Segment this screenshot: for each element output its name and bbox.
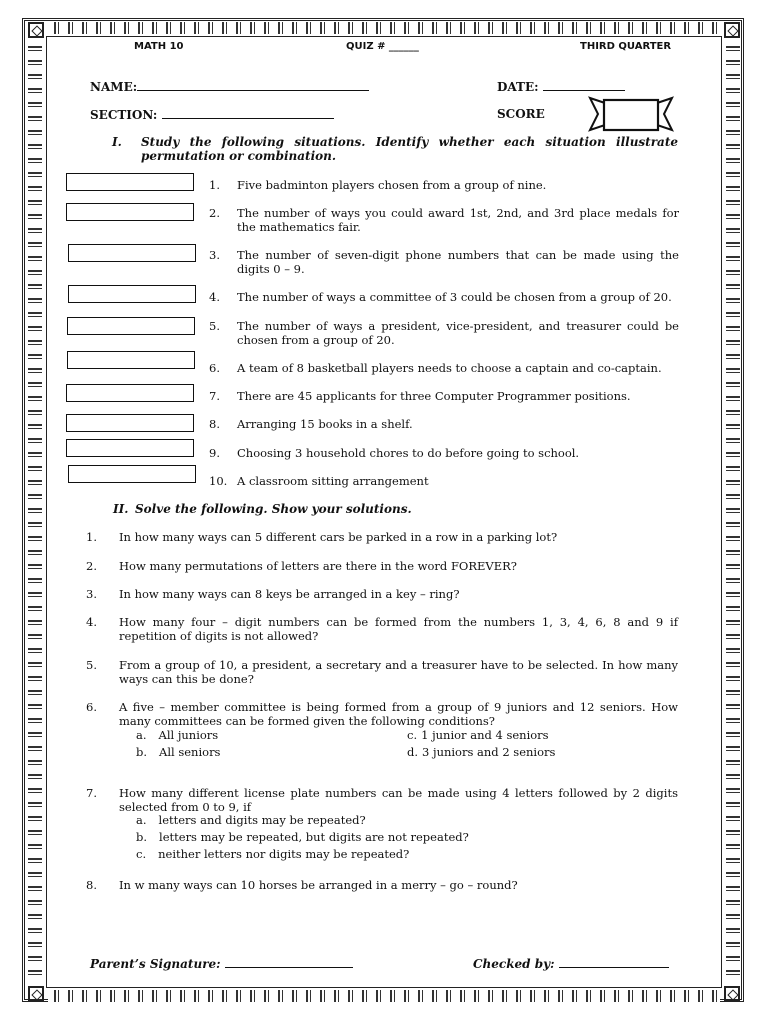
answer-box[interactable] [68, 465, 196, 483]
section-label: SECTION: [90, 108, 158, 122]
q6-option-b: b. All seniors [136, 745, 221, 759]
date-field[interactable] [497, 79, 625, 94]
q7-option-a: a. letters and digits may be repeated? [136, 813, 366, 827]
score-label: SCORE [497, 107, 545, 121]
quarter-label: THIRD QUARTER [580, 41, 672, 52]
parent-signature-label: Parent’s Signature: [90, 957, 221, 971]
checked-by-blank[interactable] [559, 956, 669, 968]
part2-numeral: II. [113, 502, 129, 516]
section-blank[interactable] [162, 107, 334, 119]
name-blank[interactable] [137, 79, 369, 91]
q6-option-a: a. All juniors [136, 728, 219, 742]
answer-box[interactable] [66, 203, 194, 221]
section-field[interactable] [90, 107, 334, 122]
border-pattern-bottom [48, 990, 720, 1002]
part1-numeral: I. [112, 135, 122, 149]
corner-ornament [28, 986, 44, 1002]
score-banner-icon [588, 94, 674, 136]
part1-instruction: Study the following situations. Identify whether each situation illustrate permutation or combination. [141, 135, 678, 163]
q6-option-d: d. 3 juniors and 2 seniors [407, 745, 556, 759]
answer-box[interactable] [66, 439, 194, 457]
name-field[interactable] [90, 79, 369, 94]
parent-signature-blank[interactable] [225, 956, 353, 968]
answer-box[interactable] [67, 317, 195, 335]
border-pattern-right [726, 40, 740, 984]
corner-ornament [28, 22, 44, 38]
answer-box[interactable] [67, 351, 195, 369]
q7-option-b: b. letters may be repeated, but digits are not repeated? [136, 830, 469, 844]
border-pattern-top [48, 22, 720, 34]
answer-box[interactable] [66, 173, 194, 191]
answer-box[interactable] [68, 244, 196, 262]
date-blank[interactable] [543, 79, 625, 91]
subject-label: MATH 10 [134, 41, 184, 52]
corner-ornament [724, 22, 740, 38]
answer-box[interactable] [66, 384, 194, 402]
parent-signature-field[interactable] [90, 956, 353, 971]
border-pattern-left [28, 40, 42, 984]
answer-box[interactable] [66, 414, 194, 432]
corner-ornament [724, 986, 740, 1002]
quiz-number: QUIZ # ______ [346, 41, 419, 52]
checked-by-field[interactable] [473, 956, 669, 971]
part2-instruction: Solve the following. Show your solutions. [135, 502, 412, 516]
answer-box[interactable] [68, 285, 196, 303]
checked-by-label: Checked by: [473, 957, 555, 971]
q6-option-c: c. 1 junior and 4 seniors [407, 728, 549, 742]
q7-option-c: c. neither letters nor digits may be repeated? [136, 847, 410, 861]
date-label: DATE: [497, 80, 539, 94]
name-label: NAME: [90, 80, 138, 94]
